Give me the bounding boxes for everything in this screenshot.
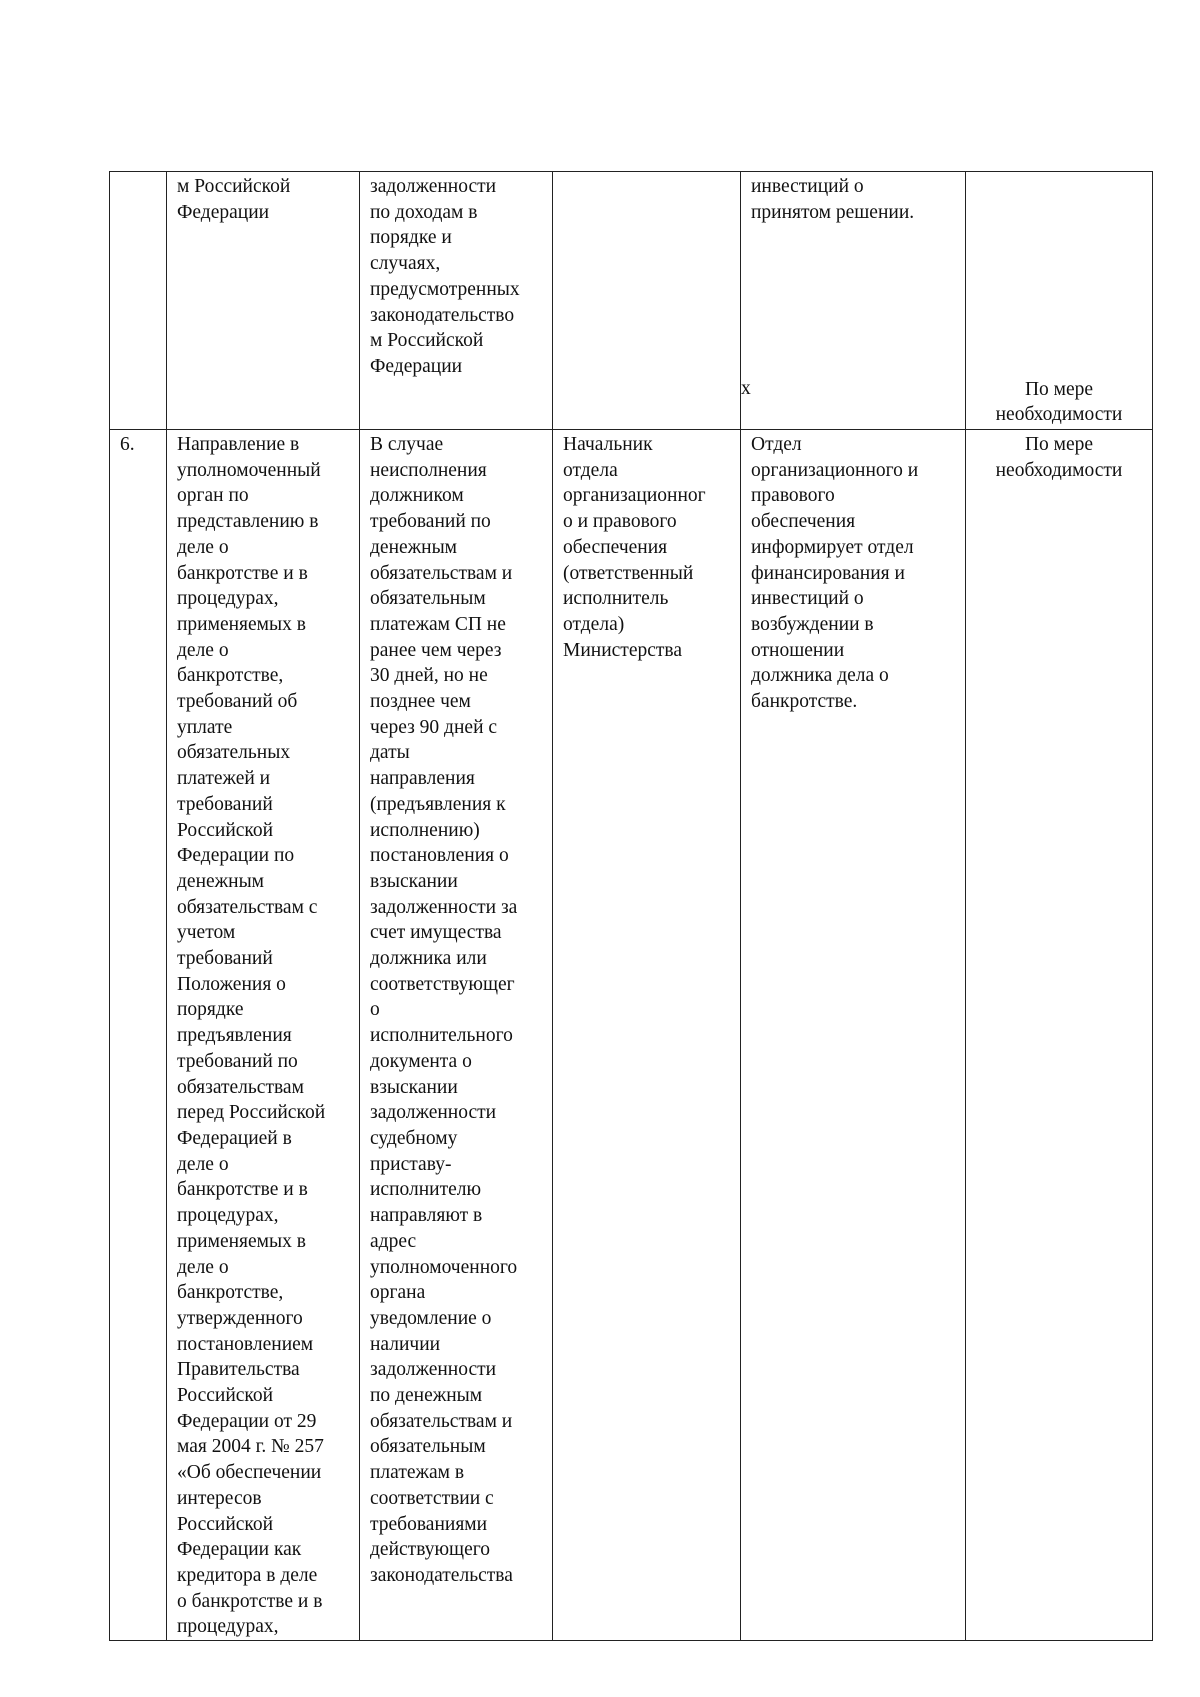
cell-responsible: Начальник отдела организационног о и правового обеспечения (ответственный исполнитель отдела) Министерства bbox=[553, 430, 741, 1641]
cell-action: м Российской Федерации bbox=[167, 172, 360, 430]
procedure-table bbox=[109, 171, 1153, 1641]
cell-result bbox=[741, 172, 966, 430]
table-row-6 bbox=[110, 430, 1153, 1641]
cell-frequency-text: По мере необходимости bbox=[995, 378, 1123, 426]
cell-number bbox=[110, 172, 167, 430]
cell-condition: задолженности по доходам в порядке и случаях, предусмотренных законодательство м Российской Федерации bbox=[360, 172, 553, 430]
cell-action: Направление в уполномоченный орган по представлению в деле о банкротстве и в процедурах, применяемых в деле о банкротстве, требований об уплате обязательных платежей и требований Российской Федерации по денежным обязательствам с учетом требований Положения о порядке предъявления требований по обязательствам перед Российской Федерацией в деле о банкротстве и в процедурах, применяемых в деле о банкротстве, утвержденного постановлением Правительства Российской Федерации от 29 мая 2004 г. № 257 «Об обеспечении интересов Российской Федерации как кредитора в деле о банкротстве и в процедурах, bbox=[167, 430, 360, 1641]
cell-frequency: По мере необходимости bbox=[966, 430, 1153, 1641]
cell-number: 6. bbox=[110, 430, 167, 1641]
cell-frequency bbox=[966, 172, 1153, 430]
cell-responsible bbox=[553, 172, 741, 430]
cell-result: Отдел организационного и правового обеспечения информирует отдел финансирования и инвестиций о возбуждении в отношении должника дела о банкротстве. bbox=[741, 430, 966, 1641]
cell-result-text: инвестиций о принятом решении. bbox=[751, 176, 915, 223]
cell-condition: В случае неисполнения должником требований по денежным обязательствам и обязательным платежам СП не ранее чем через 30 дней, но не позднее чем через 90 дней с даты направления (предъявления к исполнению) постановления о взыскании задолженности за счет имущества должника или соответствующег о исполнительного документа о взыскании задолженности судебному приставу- исполнителю направляют в адрес уполномоченного органа уведомление о наличии задолженности по денежным обязательствам и обязательным платежам в соответствии с требованиями действующего законодательства bbox=[360, 430, 553, 1641]
cell-result-mark: х bbox=[741, 378, 751, 400]
table-row-continued bbox=[110, 172, 1153, 430]
